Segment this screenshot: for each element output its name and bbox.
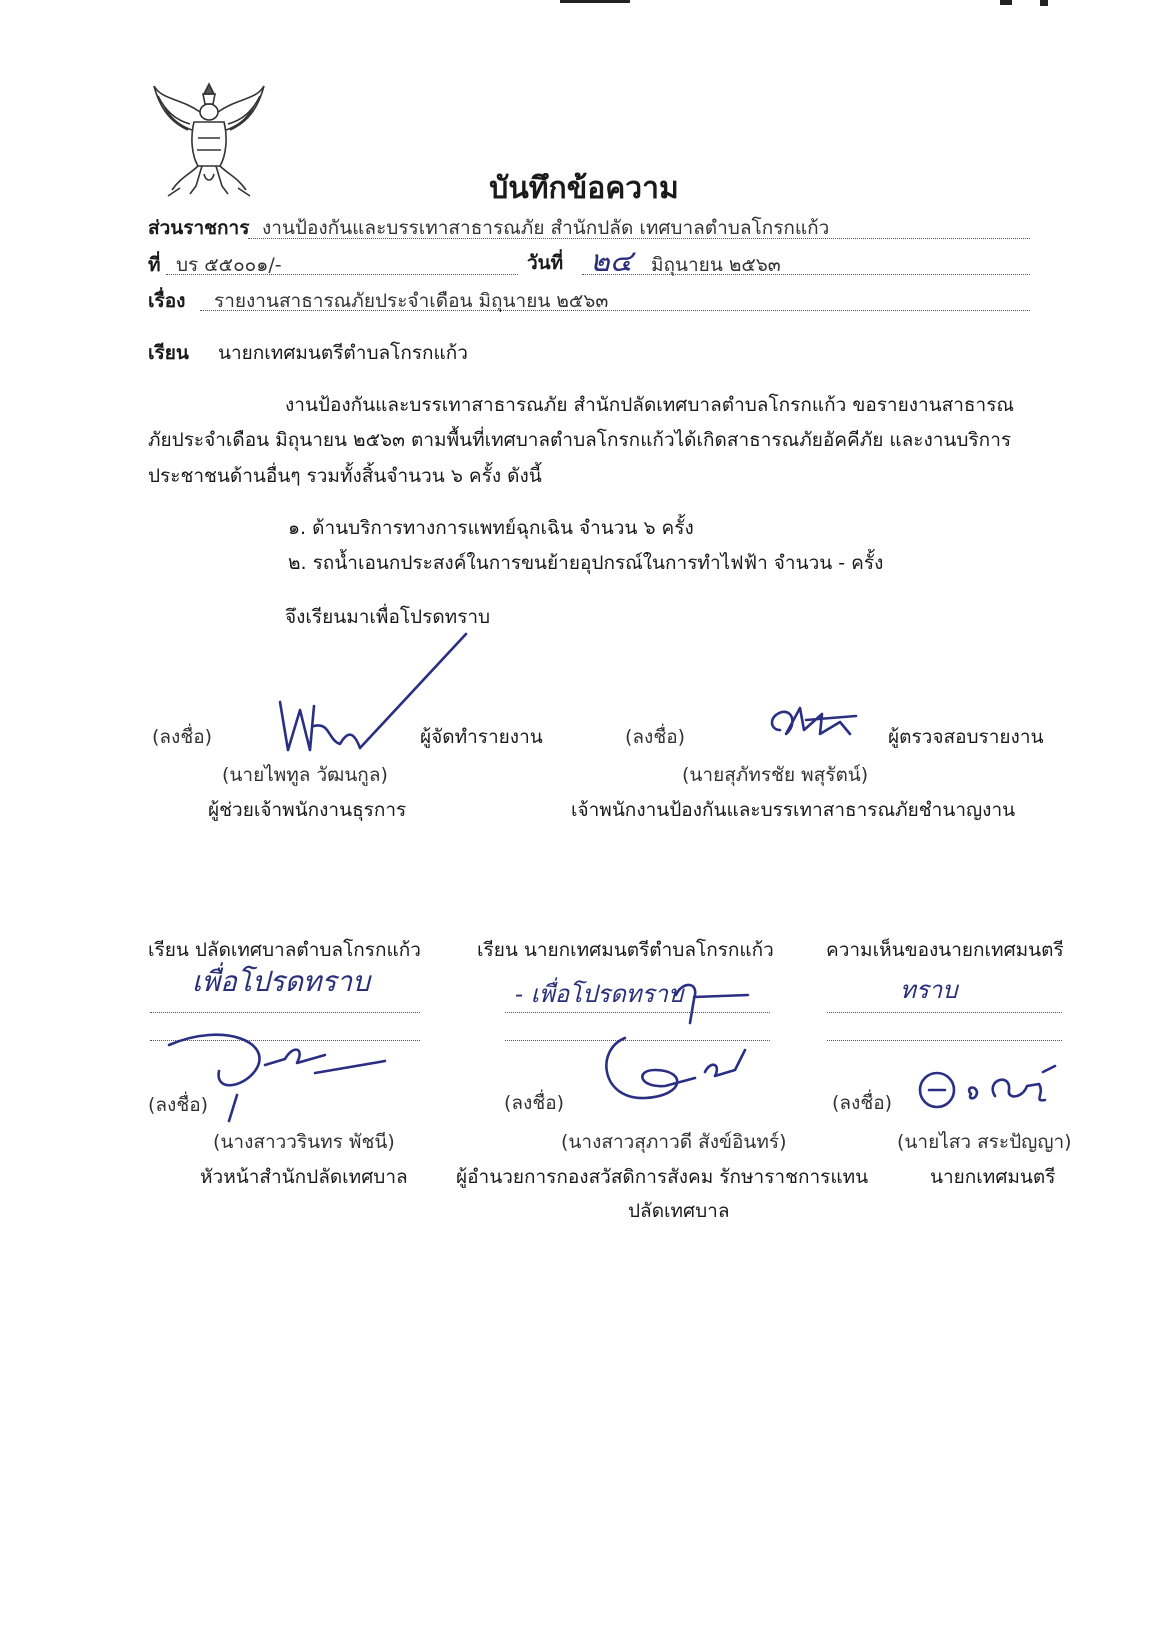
scan-top-edge-marks — [0, 0, 1168, 8]
endorse-1-handwritten-note: เพื่อโปรดทราบ — [192, 965, 370, 998]
signature-right — [760, 700, 870, 750]
body-line-2: ภัยประจำเดือน มิถุนายน ๒๕๖๓ ตามพื้นที่เทศบาลตำบลโกรกแก้วได้เกิดสาธารณภัยอัคคีภัย และงานบริการ — [148, 429, 1012, 451]
date-value: มิถุนายน ๒๕๖๓ — [651, 254, 781, 276]
endorse-3-signer-name: (นายไสว สระปัญญา) — [897, 1131, 1072, 1153]
dept-value: งานป้องกันและบรรเทาสาธารณภัย สำนักปลัด เทศบาลตำบลโกรกแก้ว — [262, 217, 830, 239]
left-signer-name: (นายไพทูล วัฒนกูล) — [222, 764, 388, 786]
right-signer-position: เจ้าพนักงานป้องกันและบรรเทาสาธารณภัยชำนาญงาน — [571, 799, 1016, 821]
sign-prefix-right: (ลงชื่อ) — [625, 726, 686, 748]
endorse-1-signature — [165, 1025, 405, 1125]
right-role: ผู้ตรวจสอบรายงาน — [888, 726, 1044, 748]
endorse-1-heading: เรียน ปลัดเทศบาลตำบลโกรกแก้ว — [148, 939, 421, 961]
endorse-2-heading: เรียน นายกเทศมนตรีตำบลโกรกแก้ว — [477, 939, 774, 961]
subject-label: เรื่อง — [148, 290, 186, 312]
body-line-1: งานป้องกันและบรรเทาสาธารณภัย สำนักปลัดเทศบาลตำบลโกรกแก้ว ขอรายงานสาธารณ — [285, 394, 1015, 416]
endorse-3-sign-prefix: (ลงชื่อ) — [832, 1092, 893, 1114]
endorse-2-signer-position: ผู้อำนวยการกองสวัสดิการสังคม รักษาราชการแทน — [456, 1166, 869, 1188]
to-value: นายกเทศมนตรีตำบลโกรกแก้ว — [218, 342, 468, 364]
date-label: วันที่ — [527, 252, 564, 274]
memo-title: บันทึกข้อความ — [489, 171, 679, 206]
subject-value: รายงานสาธารณภัยประจำเดือน มิถุนายน ๒๕๖๓ — [214, 290, 609, 312]
endorse-2-signer-name: (นางสาวสุภาวดี สังข์อินทร์) — [561, 1131, 787, 1153]
to-label: เรียน — [148, 342, 189, 364]
memo-no-label: ที่ — [148, 254, 161, 276]
endorse-1-signer-name: (นางสาววรินทร พัชนี) — [213, 1131, 395, 1153]
endorse-3-signer-position: นายกเทศมนตรี — [930, 1166, 1056, 1188]
endorse-1-sign-prefix: (ลงชื่อ) — [148, 1094, 209, 1116]
endorse-2-handwritten-note: - เพื่อโปรดทราบ — [515, 980, 684, 1008]
endorse-3-handwritten-note: ทราบ — [900, 976, 958, 1004]
endorse-1-signer-position: หัวหน้าสำนักปลัดเทศบาล — [200, 1166, 408, 1188]
endorse-1-line-1 — [150, 1012, 420, 1013]
endorse-2-note-flourish — [672, 975, 752, 1025]
subject-dotted-line — [200, 310, 1030, 311]
endorse-2-signature — [595, 1030, 765, 1110]
endorse-3-line-1 — [827, 1012, 1062, 1013]
dept-dotted-line — [248, 238, 1030, 239]
dept-label: ส่วนราชการ — [148, 217, 250, 239]
body-line-3: ประชาชนด้านอื่นๆ รวมทั้งสิ้นจำนวน ๖ ครั้ง ดังนี้ — [148, 465, 542, 487]
sign-prefix-left: (ลงชื่อ) — [152, 726, 213, 748]
endorse-3-line-2 — [827, 1040, 1062, 1041]
left-role: ผู้จัดทำรายงาน — [420, 726, 543, 748]
endorse-3-heading: ความเห็นของนายกเทศมนตรี — [826, 939, 1064, 961]
endorse-3-signature — [915, 1060, 1075, 1120]
memo-no-value: บร ๕๕๐๐๑/- — [176, 254, 282, 276]
left-signer-position: ผู้ช่วยเจ้าพนักงานธุรการ — [208, 799, 407, 821]
right-signer-name: (นายสุภัทรชัย พสุรัตน์) — [682, 764, 869, 786]
body-item-2: ๒. รถน้ำเอนกประสงค์ในการขนย้ายอุปกรณ์ในการทำไฟฟ้า จำนวน - ครั้ง — [288, 552, 884, 574]
closing-line: จึงเรียนมาเพื่อโปรดทราบ — [285, 606, 491, 628]
endorse-2-line-1 — [505, 1012, 770, 1013]
date-dotted-line — [582, 274, 1030, 275]
memo-no-dotted-line — [166, 274, 518, 275]
endorse-2-signer-position-line-2: ปลัดเทศบาล — [628, 1200, 730, 1222]
date-day-handwritten: ๒๔ — [590, 244, 633, 279]
body-item-1: ๑. ด้านบริการทางการแพทย์ฉุกเฉิน จำนวน ๖ ครั้ง — [288, 517, 694, 539]
endorse-2-sign-prefix: (ลงชื่อ) — [504, 1092, 565, 1114]
